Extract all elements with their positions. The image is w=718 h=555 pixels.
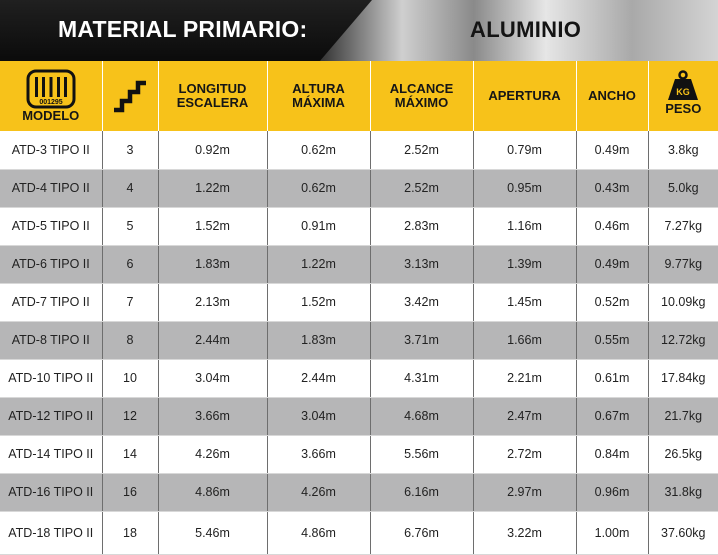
cell-longitud: 3.66m (158, 397, 267, 435)
cell-ancho: 0.49m (576, 245, 648, 283)
cell-longitud: 4.86m (158, 473, 267, 511)
cell-alcance: 3.13m (370, 245, 473, 283)
table-row (0, 131, 718, 169)
cell-alcance: 4.31m (370, 359, 473, 397)
cell-longitud: 1.22m (158, 169, 267, 207)
longitud-header-line-2: ESCALERA (159, 96, 267, 110)
cell-modelo: ATD-6 TIPO II (0, 245, 102, 283)
cell-longitud: 1.52m (158, 207, 267, 245)
cell-modelo: ATD-12 TIPO II (0, 397, 102, 435)
cell-modelo: ATD-4 TIPO II (0, 169, 102, 207)
cell-longitud: 3.04m (158, 359, 267, 397)
column-header-longitud (158, 61, 267, 131)
cell-ancho: 0.67m (576, 397, 648, 435)
ancho-header-label: ANCHO (588, 88, 636, 103)
cell-apertura: 0.79m (473, 131, 576, 169)
cell-modelo: ATD-8 TIPO II (0, 321, 102, 359)
cell-ancho: 0.43m (576, 169, 648, 207)
cell-ancho: 0.61m (576, 359, 648, 397)
peso-header-label: PESO (649, 102, 718, 116)
cell-modelo: ATD-18 TIPO II (0, 511, 102, 554)
column-header-peldanos (102, 61, 158, 131)
table-row (0, 169, 718, 207)
cell-alcance: 6.76m (370, 511, 473, 554)
cell-apertura: 2.47m (473, 397, 576, 435)
column-header-apertura (473, 61, 576, 131)
cell-altura: 0.62m (267, 131, 370, 169)
cell-longitud: 2.44m (158, 321, 267, 359)
cell-alcance: 3.42m (370, 283, 473, 321)
cell-altura: 1.22m (267, 245, 370, 283)
cell-apertura: 1.45m (473, 283, 576, 321)
cell-altura: 2.44m (267, 359, 370, 397)
banner-title: MATERIAL PRIMARIO: (58, 16, 307, 43)
cell-peso: 9.77kg (648, 245, 718, 283)
cell-apertura: 1.16m (473, 207, 576, 245)
cell-alcance: 3.71m (370, 321, 473, 359)
peso-icon-text: KG (677, 87, 691, 97)
cell-peso: 3.8kg (648, 131, 718, 169)
cell-altura: 1.52m (267, 283, 370, 321)
cell-peldanos: 14 (102, 435, 158, 473)
cell-peldanos: 5 (102, 207, 158, 245)
table-row (0, 321, 718, 359)
alcance-header-line-2: MÁXIMO (371, 96, 473, 110)
cell-alcance: 5.56m (370, 435, 473, 473)
cell-ancho: 0.96m (576, 473, 648, 511)
cell-ancho: 0.49m (576, 131, 648, 169)
cell-apertura: 1.39m (473, 245, 576, 283)
cell-peso: 26.5kg (648, 435, 718, 473)
modelo-header-label: MODELO (0, 109, 102, 123)
cell-modelo: ATD-7 TIPO II (0, 283, 102, 321)
cell-peldanos: 18 (102, 511, 158, 554)
cell-apertura: 2.97m (473, 473, 576, 511)
cell-altura: 4.86m (267, 511, 370, 554)
longitud-header-line-1: LONGITUD (159, 82, 267, 96)
cell-apertura: 0.95m (473, 169, 576, 207)
table-row (0, 435, 718, 473)
modelo-icon-code: 001295 (39, 99, 62, 106)
table-row (0, 359, 718, 397)
cell-ancho: 1.00m (576, 511, 648, 554)
cell-peso: 21.7kg (648, 397, 718, 435)
cell-peso: 12.72kg (648, 321, 718, 359)
cell-alcance: 2.83m (370, 207, 473, 245)
table-row (0, 397, 718, 435)
cell-altura: 0.62m (267, 169, 370, 207)
altura-header-line-1: ALTURA (268, 82, 370, 96)
cell-altura: 3.04m (267, 397, 370, 435)
cell-longitud: 0.92m (158, 131, 267, 169)
cell-peso: 17.84kg (648, 359, 718, 397)
ladder-label-icon (26, 69, 76, 109)
cell-altura: 1.83m (267, 321, 370, 359)
table-row (0, 283, 718, 321)
table-row (0, 473, 718, 511)
cell-ancho: 0.55m (576, 321, 648, 359)
cell-peldanos: 12 (102, 397, 158, 435)
cell-longitud: 1.83m (158, 245, 267, 283)
table-header-row (0, 61, 718, 131)
cell-longitud: 2.13m (158, 283, 267, 321)
cell-altura: 3.66m (267, 435, 370, 473)
altura-header-line-2: MÁXIMA (268, 96, 370, 110)
cell-peso: 31.8kg (648, 473, 718, 511)
column-header-modelo (0, 61, 102, 131)
column-header-ancho (576, 61, 648, 131)
cell-alcance: 4.68m (370, 397, 473, 435)
table-body (0, 131, 718, 554)
weight-kg-icon (666, 70, 700, 102)
cell-peldanos: 6 (102, 245, 158, 283)
cell-ancho: 0.52m (576, 283, 648, 321)
cell-modelo: ATD-3 TIPO II (0, 131, 102, 169)
column-header-peso (648, 61, 718, 131)
cell-alcance: 2.52m (370, 169, 473, 207)
table-row (0, 207, 718, 245)
cell-altura: 4.26m (267, 473, 370, 511)
stairs-icon (110, 77, 150, 115)
title-banner (0, 0, 718, 61)
column-header-alcance (370, 61, 473, 131)
cell-peldanos: 3 (102, 131, 158, 169)
cell-longitud: 5.46m (158, 511, 267, 554)
cell-apertura: 1.66m (473, 321, 576, 359)
cell-modelo: ATD-14 TIPO II (0, 435, 102, 473)
cell-modelo: ATD-16 TIPO II (0, 473, 102, 511)
cell-ancho: 0.84m (576, 435, 648, 473)
alcance-header-line-1: ALCANCE (371, 82, 473, 96)
cell-peso: 37.60kg (648, 511, 718, 554)
cell-alcance: 6.16m (370, 473, 473, 511)
cell-modelo: ATD-10 TIPO II (0, 359, 102, 397)
cell-altura: 0.91m (267, 207, 370, 245)
cell-ancho: 0.46m (576, 207, 648, 245)
cell-alcance: 2.52m (370, 131, 473, 169)
cell-peso: 7.27kg (648, 207, 718, 245)
cell-apertura: 2.72m (473, 435, 576, 473)
cell-peldanos: 7 (102, 283, 158, 321)
table-row (0, 245, 718, 283)
cell-peldanos: 10 (102, 359, 158, 397)
cell-apertura: 3.22m (473, 511, 576, 554)
column-header-altura (267, 61, 370, 131)
cell-longitud: 4.26m (158, 435, 267, 473)
cell-peso: 10.09kg (648, 283, 718, 321)
banner-material: ALUMINIO (470, 17, 581, 43)
cell-peldanos: 8 (102, 321, 158, 359)
cell-apertura: 2.21m (473, 359, 576, 397)
cell-peldanos: 4 (102, 169, 158, 207)
table-row (0, 511, 718, 554)
apertura-header-label: APERTURA (488, 88, 560, 103)
cell-modelo: ATD-5 TIPO II (0, 207, 102, 245)
specs-table (0, 61, 718, 555)
cell-peso: 5.0kg (648, 169, 718, 207)
cell-peldanos: 16 (102, 473, 158, 511)
